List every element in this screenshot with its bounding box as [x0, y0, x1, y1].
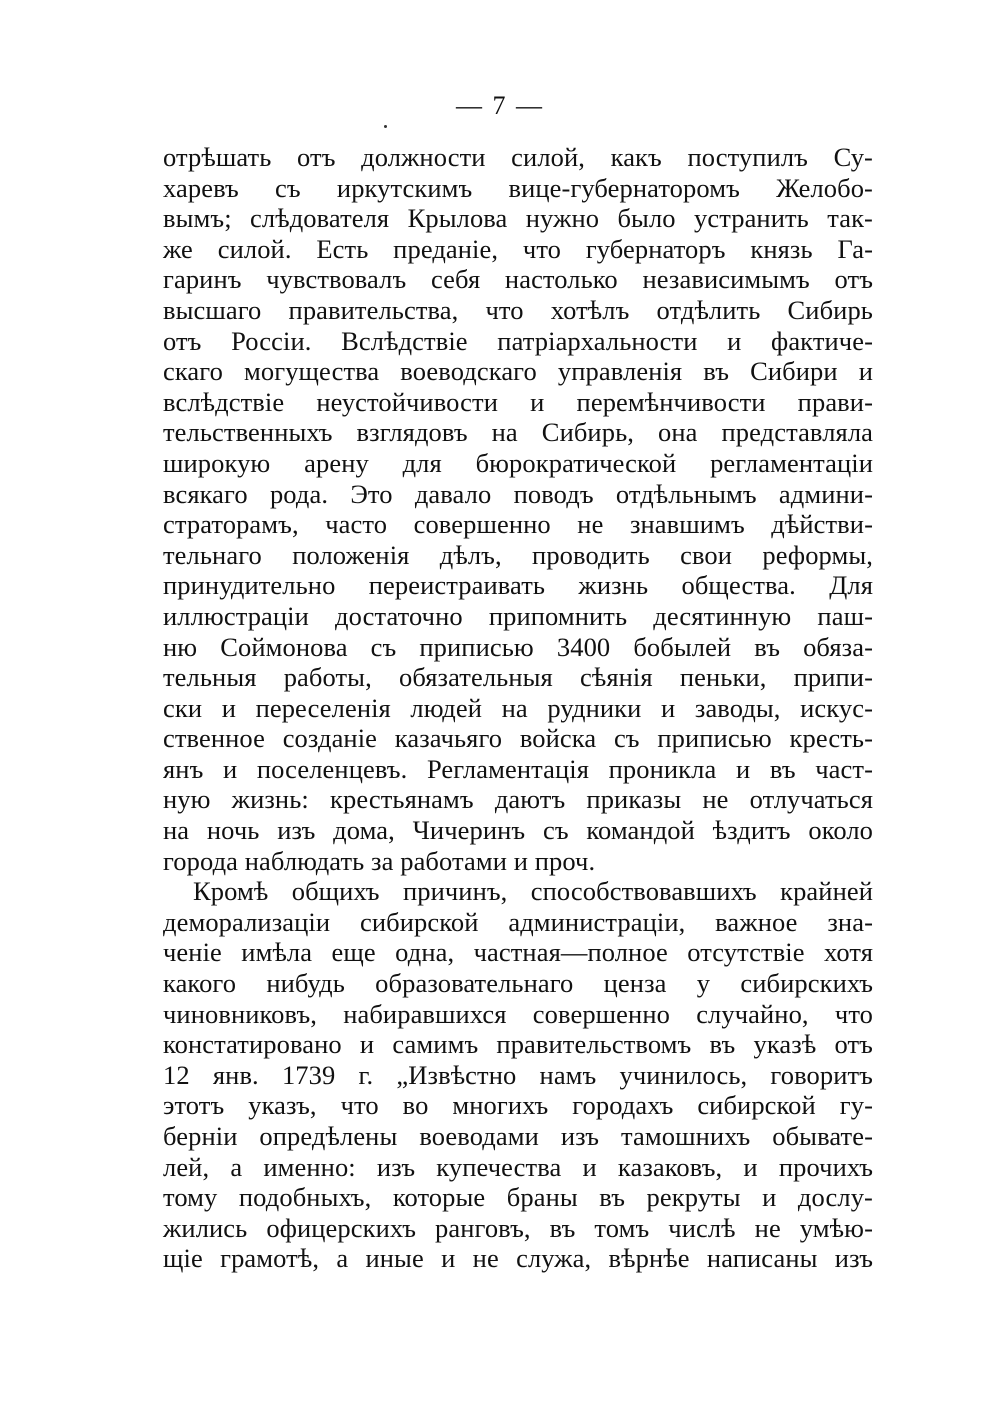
text-line: тельнаго положенія дѣлъ, проводить свои реформы,	[163, 539, 873, 570]
text-line: ную жизнь: крестьянамъ даютъ приказы не отлучаться	[163, 784, 873, 815]
text-line: Кромѣ общихъ причинъ, способствовавшихъ крайней	[193, 876, 873, 907]
text-line: янъ и поселенцевъ. Регламентація проникла и въ част-	[163, 753, 873, 784]
text-line: гаринъ чувствовалъ себя настолько независимымъ отъ	[163, 264, 873, 295]
text-line: 12 янв. 1739 г. „Извѣстно намъ учинилось, говоритъ	[163, 1059, 873, 1090]
text-line: принудительно переистраивать жизнь общества. Для	[163, 570, 873, 601]
body-text	[163, 142, 873, 1274]
text-line: на ночь изъ дома, Чичеринъ съ командой ѣздитъ около	[163, 815, 873, 846]
text-line: города наблюдать за работами и проч.	[163, 845, 596, 876]
text-line: отрѣшать отъ должности силой, какъ поступилъ Су-	[163, 142, 873, 172]
text-line: какого нибудь образовательнаго ценза у сибирскихъ	[163, 968, 873, 999]
text-line: же силой. Есть преданіе, что губернаторъ князь Га-	[163, 233, 873, 264]
text-line: берніи опредѣлены воеводами изъ тамошнихъ обывате-	[163, 1121, 873, 1151]
paragraph-1	[163, 142, 873, 876]
text-line: высшаго правительства, что хотѣлъ отдѣлить Сибирь	[163, 294, 873, 325]
text-line: тельственныхъ взглядовъ на Сибирь, она представляла	[163, 417, 873, 448]
text-line: этотъ указъ, что во многихъ городахъ сибирской гу-	[163, 1090, 873, 1121]
text-line: ски и переселенія людей на рудники и заводы, искус-	[163, 692, 873, 723]
text-line: широкую арену для бюрократической регламентаціи	[163, 447, 873, 478]
text-line: лей, а именно: изъ купечества и казаковъ, и прочихъ	[163, 1151, 873, 1182]
text-line: скаго могущества воеводскаго управленія въ Сибири и	[163, 356, 873, 387]
text-line: иллюстраціи достаточно припомнить десятинную паш-	[163, 600, 873, 631]
text-line: всякаго рода. Это давало поводъ отдѣльнымъ админи-	[163, 478, 873, 509]
text-line: страторамъ, часто совершенно не знавшимъ дѣйстви-	[163, 509, 873, 540]
scan-speck	[384, 125, 387, 128]
text-line: констатировано и самимъ правительствомъ въ указѣ отъ	[163, 1029, 873, 1060]
paragraph-2	[163, 876, 873, 1274]
text-line: жились офицерскихъ ранговъ, въ томъ числѣ не умѣю-	[163, 1212, 873, 1243]
text-line: вымъ; слѣдователя Крылова нужно было устранить так-	[163, 203, 873, 234]
text-line: ственное созданіе казачьяго войска съ приписью кресть-	[163, 723, 873, 754]
text-line: тельныя работы, обязательныя сѣянія пеньки, припи-	[163, 662, 873, 693]
text-line: харевъ съ иркутскимъ вице-губернаторомъ Желобо-	[163, 172, 873, 203]
text-line: вслѣдствіе неустойчивости и перемѣнчивости прави-	[163, 386, 873, 417]
text-line: тому подобныхъ, которые браны въ рекруты и дослу-	[163, 1182, 873, 1213]
text-line: ченіе имѣла еще одна, частная—полное отсутствіе хотя	[163, 937, 873, 968]
text-line: щіе грамотѣ, а иные и не служа, вѣрнѣе написаны изъ	[163, 1243, 873, 1274]
text-line: ню Соймонова съ приписью 3400 бобылей въ обяза-	[163, 631, 873, 662]
text-line: отъ Россіи. Вслѣдствіе патріархальности и фактиче-	[163, 325, 873, 356]
text-line: деморализаціи сибирской администраціи, важное зна-	[163, 906, 873, 937]
page-number: — 7 —	[456, 91, 544, 120]
text-line: чиновниковъ, набиравшихся совершенно случайно, что	[163, 998, 873, 1029]
